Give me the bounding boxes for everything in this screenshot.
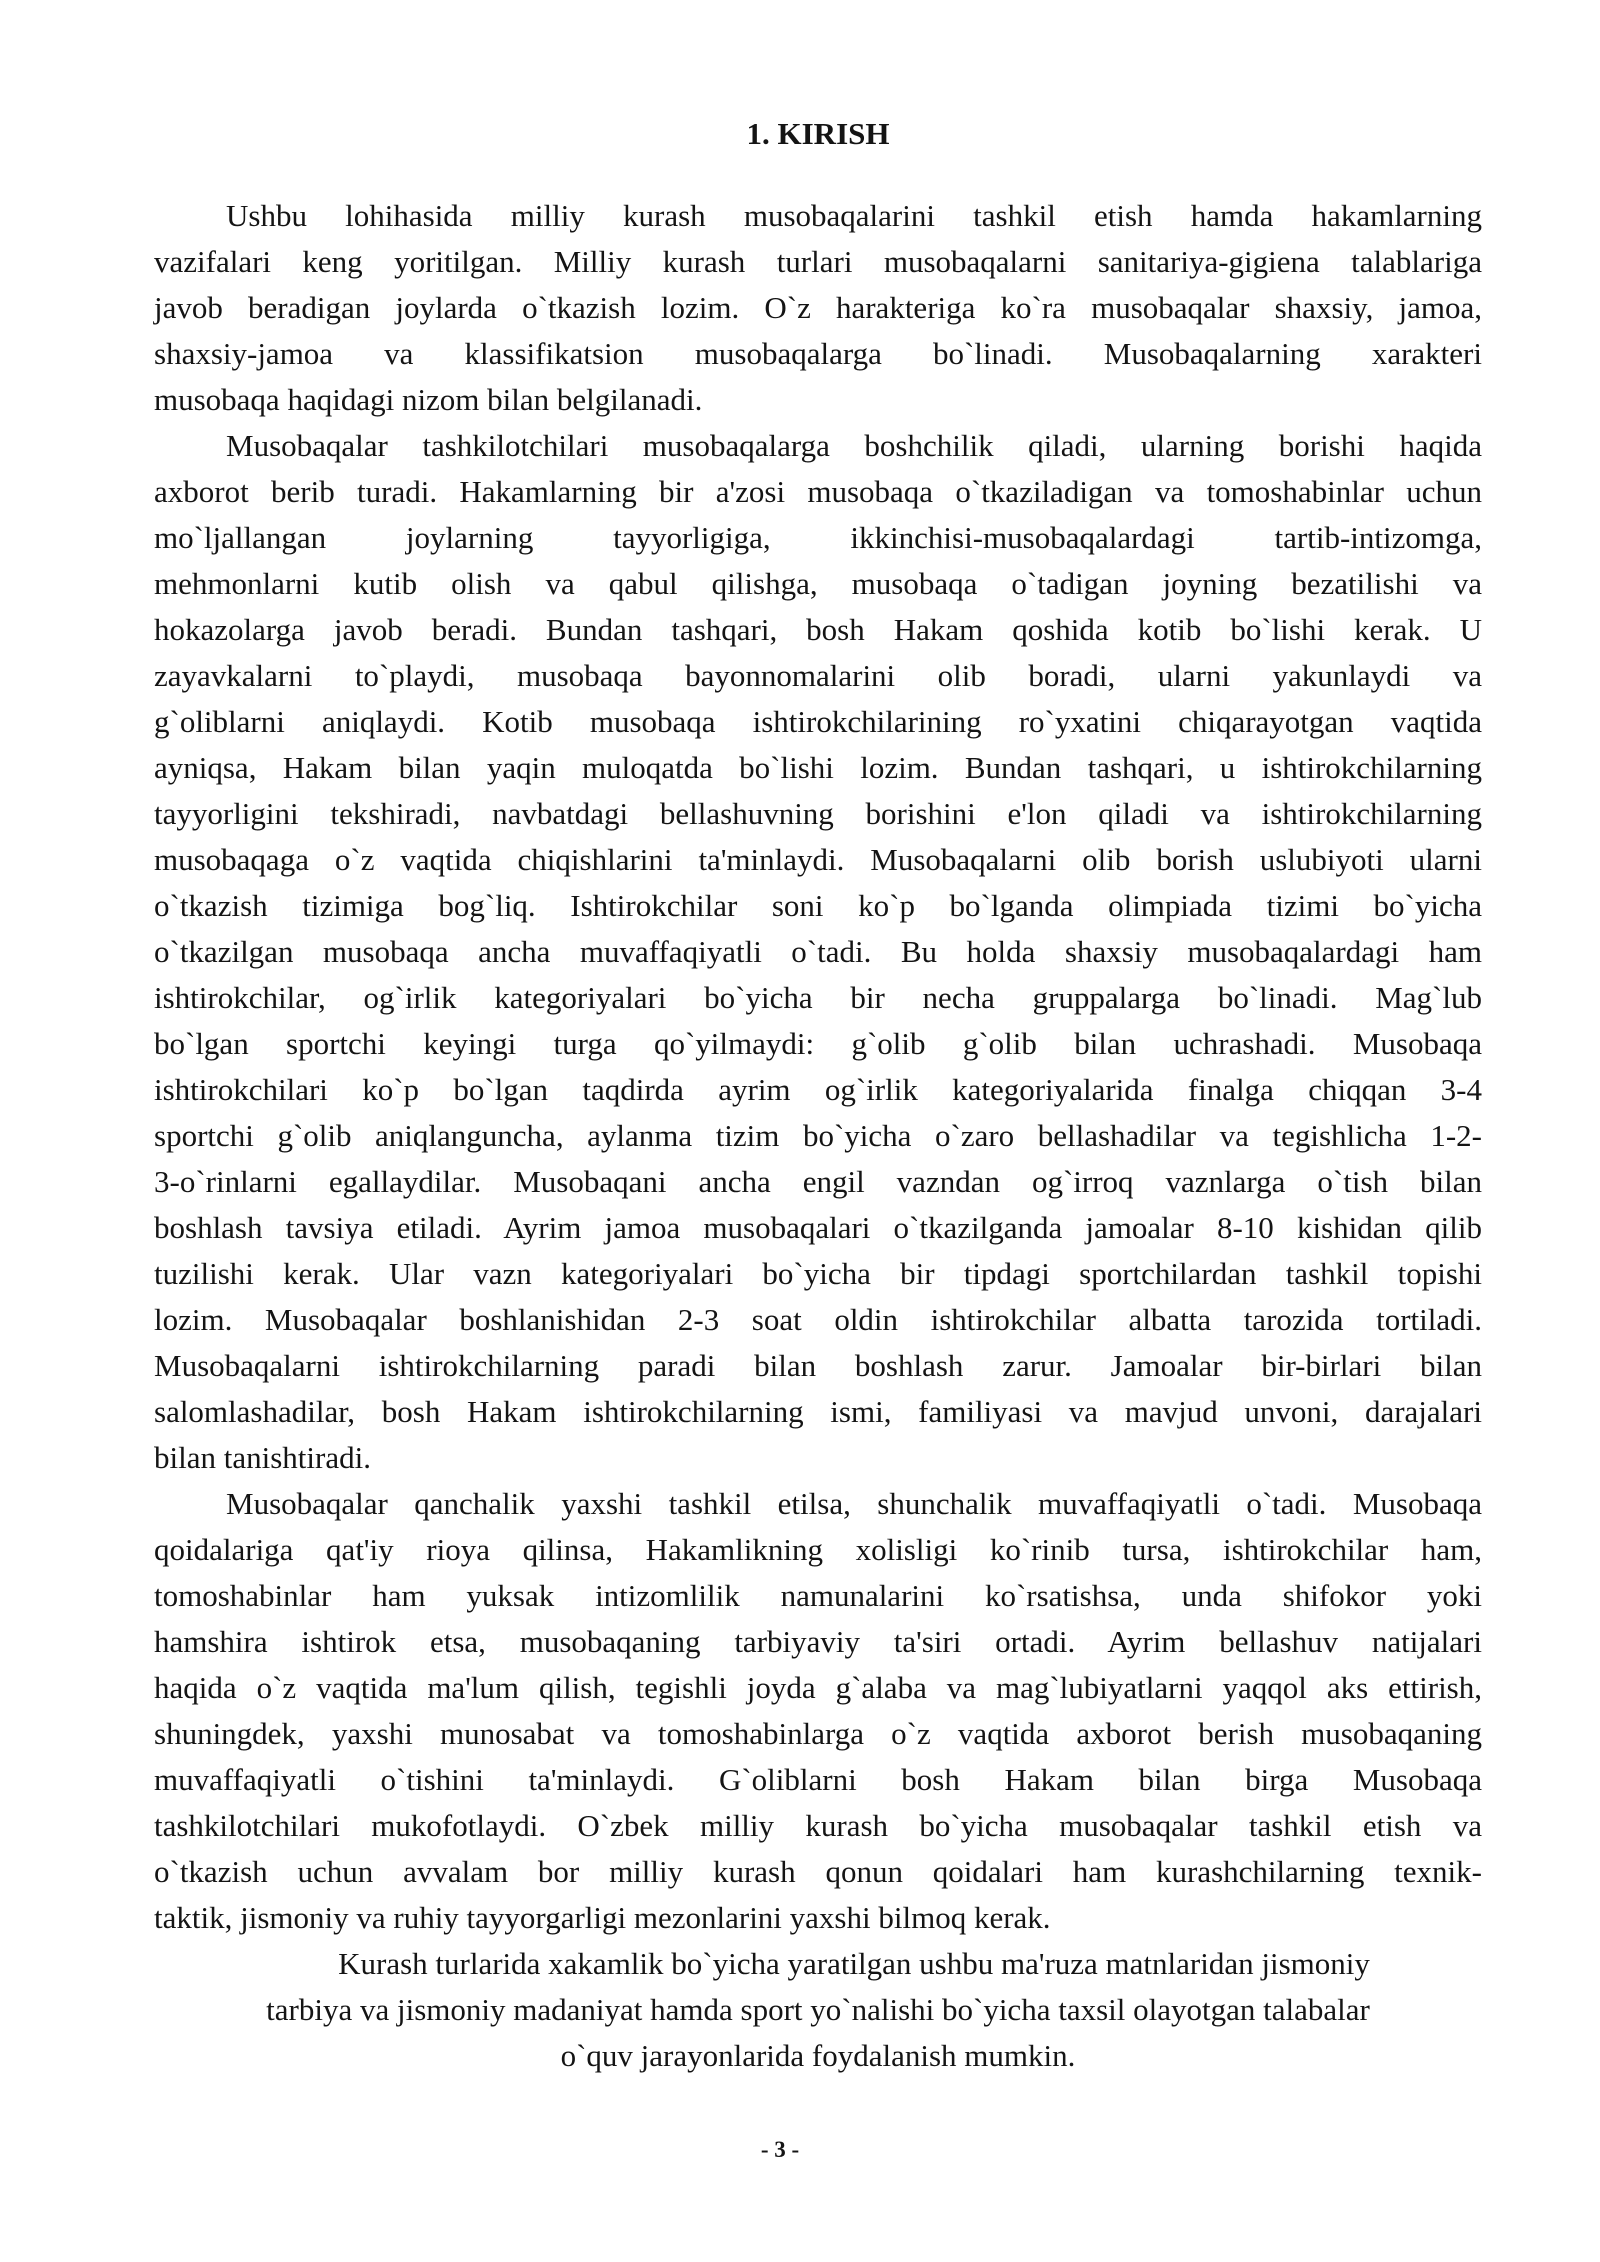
paragraph-line: mehmonlarni kutib olish va qabul qilishga, musobaqa o`tadigan joyning bezatilishi va [154,566,1482,601]
paragraph-line: Musobaqalar tashkilotchilari musobaqalarga boshchilik qiladi, ularning borishi haqida [226,428,1482,463]
paragraph-line: vazifalari keng yoritilgan. Milliy kurash turlari musobaqalarni sanitariya-gigiena talablariga [154,244,1482,279]
paragraph-line: ayniqsa, Hakam bilan yaqin muloqatda bo`lishi lozim. Bundan tashqari, u ishtirokchilarning [154,750,1482,785]
paragraph-line: mo`ljallangan joylarning tayyorligiga, ikkinchisi-musobaqalardagi tartib-intizomga, [154,520,1482,555]
paragraphs [154,193,1482,1941]
paragraph-line: hokazolarga javob beradi. Bundan tashqari, bosh Hakam qoshida kotib bo`lishi kerak. U [154,612,1482,647]
paragraph-line: tayyorligini tekshiradi, navbatdagi bellashuvning borishini e'lon qiladi va ishtirokchilarning [154,796,1482,831]
paragraph-line: shaxsiy-jamoa va klassifikatsion musobaqalarga bo`linadi. Musobaqalarning xarakteri [154,336,1482,371]
closing-line: tarbiya va jismoniy madaniyat hamda sport yo`nalishi bo`yicha taxsil olayotgan talabalar [266,1992,1370,2027]
body-text [154,193,1482,2079]
paragraph-line: haqida o`z vaqtida ma'lum qilish, tegishli joyda g`alaba va mag`lubiyatlarni yaqqol aks ettirish, [154,1670,1482,1705]
paragraph-line: lozim. Musobaqalar boshlanishidan 2-3 soat oldin ishtirokchilar albatta tarozida tortiladi. [154,1302,1482,1337]
paragraph-line: muvaffaqiyatli o`tishini ta'minlaydi. G`oliblarni bosh Hakam bilan birga Musobaqa [154,1762,1482,1797]
paragraph-line: musobaqa haqidagi nizom bilan belgilanadi. [154,382,703,417]
paragraph-line: qoidalariga qat'iy rioya qilinsa, Hakamlikning xolisligi ko`rinib tursa, ishtirokchilar ham, [154,1532,1482,1567]
paragraph-line: musobaqaga o`z vaqtida chiqishlarini ta'minlaydi. Musobaqalarni olib borish uslubiyoti ularni [154,842,1482,877]
paragraph-line: zayavkalarni to`playdi, musobaqa bayonnomalarini olib boradi, ularni yakunlaydi va [154,658,1482,693]
paragraph-line: o`tkazish uchun avvalam bor milliy kurash qonun qoidalari ham kurashchilarning texnik- [154,1854,1482,1889]
closing-line: o`quv jarayonlarida foydalanish mumkin. [560,2038,1076,2073]
paragraph [154,193,1482,423]
paragraph-line: o`tkazish tizimiga bog`liq. Ishtirokchilar soni ko`p bo`lganda olimpiada tizimi bo`yicha [154,888,1482,923]
paragraph-line: Ushbu lohihasida milliy kurash musobaqalarini tashkil etish hamda hakamlarning [226,198,1482,233]
paragraph-line: taktik, jismoniy va ruhiy tayyorgarligi mezonlarini yaxshi bilmoq kerak. [154,1900,1051,1935]
paragraph-line: hamshira ishtirok etsa, musobaqaning tarbiyaviy ta'siri ortadi. Ayrim bellashuv natijalari [154,1624,1482,1659]
paragraph-line: ishtirokchilari ko`p bo`lgan taqdirda ayrim og`irlik kategoriyalarida finalga chiqqan 3-4 [154,1072,1482,1107]
paragraph-line: Musobaqalar qanchalik yaxshi tashkil etilsa, shunchalik muvaffaqiyatli o`tadi. Musobaqa [226,1486,1482,1521]
paragraph-line: salomlashadilar, bosh Hakam ishtirokchilarning ismi, familiyasi va mavjud unvoni, darajalari [154,1394,1482,1429]
page-title: 1. KIRISH [746,116,890,151]
paragraph-line: bo`lgan sportchi keyingi turga qo`yilmaydi: g`olib g`olib bilan uchrashadi. Musobaqa [154,1026,1482,1061]
paragraph-line: o`tkazilgan musobaqa ancha muvaffaqiyatli o`tadi. Bu holda shaxsiy musobaqalardagi ham [154,934,1482,969]
paragraph-line: sportchi g`olib aniqlanguncha, aylanma tizim bo`yicha o`zaro bellashadilar va tegishlicha 1-2- [154,1118,1482,1153]
closing-paragraph [154,1941,1482,2079]
paragraph-line: g`oliblarni aniqlaydi. Kotib musobaqa ishtirokchilarining ro`yxatini chiqarayotgan vaqtida [154,704,1482,739]
page-number: - 3 - [760,2137,800,2162]
paragraph-line: tuzilishi kerak. Ular vazn kategoriyalari bo`yicha bir tipdagi sportchilardan tashkil topishi [154,1256,1482,1291]
closing-line: Kurash turlarida xakamlik bo`yicha yaratilgan ushbu ma'ruza matnlaridan jismoniy [338,1946,1370,1981]
paragraph-line: bilan tanishtiradi. [154,1440,371,1475]
paragraph-line: javob beradigan joylarda o`tkazish lozim. O`z harakteriga ko`ra musobaqalar shaxsiy, jamoa, [154,290,1482,325]
paragraph-line: boshlash tavsiya etiladi. Ayrim jamoa musobaqalari o`tkazilganda jamoalar 8-10 kishidan qilib [154,1210,1482,1245]
paragraph [154,423,1482,1481]
paragraph-line: ishtirokchilar, og`irlik kategoriyalari bo`yicha bir necha gruppalarga bo`linadi. Mag`lub [154,980,1482,1015]
paragraph-line: shuningdek, yaxshi munosabat va tomoshabinlarga o`z vaqtida axborot berish musobaqaning [154,1716,1482,1751]
paragraph-line: 3-o`rinlarni egallaydilar. Musobaqani ancha engil vazndan og`irroq vaznlarga o`tish bilan [154,1164,1482,1199]
paragraph-line: tashkilotchilari mukofotlaydi. O`zbek milliy kurash bo`yicha musobaqalar tashkil etish va [154,1808,1482,1843]
paragraph-line: tomoshabinlar ham yuksak intizomlilik namunalarini ko`rsatishsa, unda shifokor yoki [154,1578,1482,1613]
paragraph-line: axborot berib turadi. Hakamlarning bir a'zosi musobaqa o`tkaziladigan va tomoshabinlar uchun [154,474,1482,509]
paragraph-line: Musobaqalarni ishtirokchilarning paradi bilan boshlash zarur. Jamoalar bir-birlari bilan [154,1348,1482,1383]
paragraph [154,1481,1482,1941]
